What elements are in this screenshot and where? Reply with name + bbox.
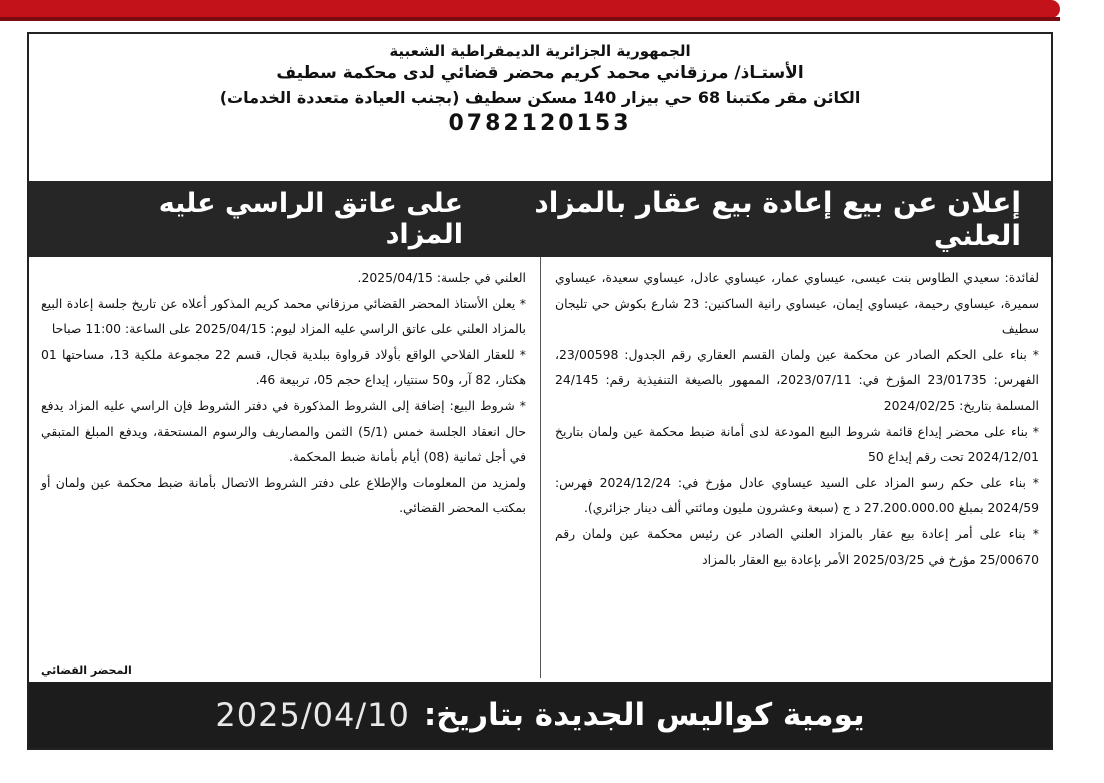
right-column [540, 257, 1051, 678]
resale-order-paragraph: * بناء على أمر إعادة بيع عقار بالمزاد العلني الصادر عن رئيس محكمة عين ولمان رقم 25/00670 مؤرخ في 2025/03/25 الأمر بإعادة بيع العقار بالمزاد [555, 525, 1039, 567]
newspaper-label: يومية كواليس الجديدة بتاريخ: [423, 697, 865, 733]
judgment-paragraph: * بناء على الحكم الصادر عن محكمة عين ولمان القسم العقاري رقم الجدول: 23/00598، الفهرس: 23/01735 المؤرخ في: 2023/07/11، الممهور بالصيغة التنفيذية رقم: 24/145 المسلمة بتاريخ: 2024/02/25 [555, 346, 1039, 413]
signature: المحضر القضائي [41, 664, 132, 678]
announcement-title: إعلان عن بيع إعادة بيع عقار بالمزاد العلني [534, 186, 1021, 252]
bailiff-name-line: الأستـاذ/ مرزقاني محمد كريم محضر قضائي لدى محكمة سطيف [276, 62, 804, 83]
announcement-subtitle: على عاتق الراسي عليه المزاد [158, 188, 463, 250]
announcement-title-bar [29, 181, 1051, 257]
top-red-bar [0, 0, 1060, 18]
publication-date: 2025/04/10 [215, 696, 410, 734]
announcement-body [29, 257, 1051, 678]
publication-footer [29, 682, 1051, 748]
session-date-paragraph: العلني في جلسة: 2025/04/15. [357, 270, 526, 285]
left-column [29, 257, 540, 678]
property-description-paragraph: * للعقار الفلاحي الواقع بأولاد قرواوة ببلدية قجال، قسم 22 مجموعة ملكية 13، مساحتها 01 هكتار، 82 آر، و50 سنتيار، إيداع حجم 05، تربيعة 46. [41, 346, 527, 388]
contact-info-paragraph: ولمزيد من المعلومات والإطلاع على دفتر الشروط الاتصال بأمانة ضبط محكمة عين ولمان أو بمكتب المحضر القضائي. [41, 474, 526, 516]
announcement-frame [27, 32, 1053, 750]
conditions-deposit-paragraph: * بناء على محضر إيداع قائمة شروط البيع المودعة لدى أمانة ضبط محكمة عين ولمان بتاريخ 2024/12/01 تحت رقم إيداع 50 [555, 423, 1039, 465]
top-red-bar-shadow [0, 17, 1060, 21]
office-address-line: الكائن مقر مكتبنا 68 حي بيزار 140 مسكن سطيف (بجنب العيادة متعددة الخدمات) [219, 88, 861, 107]
republic-line: الجمهورية الجزائرية الديمقراطية الشعبية [389, 42, 691, 60]
sale-conditions-paragraph: * شروط البيع: إضافة إلى الشروط المذكورة في دفتر الشروط فإن الراسي عليه المزاد يدفع حال انعقاد الجلسة خمس (5/1) الثمن والمصاريف والرسوم المستحقة، ويدفع المبلغ المتبقي في أجل ثمانية (08) أيام بأمانة ضبط المحكمة. [41, 397, 526, 465]
page-margin [1060, 0, 1104, 783]
phone-number: 0782120153 [448, 111, 632, 136]
beneficiaries-paragraph: لفائدة: سعيدي الطاوس بنت عيسى، عيساوي عمار، عيساوي عادل، عيساوي سعيدة، عيساوي سميرة، عيساوي رحيمة، عيساوي إيمان، عيساوي رانية الساكنين: 23 شارع بكوش حي تليجان سطيف [555, 270, 1040, 337]
bailiff-header [29, 34, 1051, 182]
session-announcement-paragraph: * يعلن الأستاذ المحضر القضائي مرزقاني محمد كريم المذكور أعلاه عن تاريخ جلسة إعادة البيع بالمزاد العلني على عاتق الراسي عليه المزاد ليوم: 2025/04/15 على الساعة: 11:00 صباحا [41, 295, 526, 337]
auction-award-paragraph: * بناء على حكم رسو المزاد على السيد عيساوي عادل مؤرخ في: 2024/12/24 فهرس: 2024/59 بمبلغ 27.200.000.00 د ج (سبعة وعشرون مليون ومائتي ألف دينار جزائري). [555, 474, 1039, 516]
